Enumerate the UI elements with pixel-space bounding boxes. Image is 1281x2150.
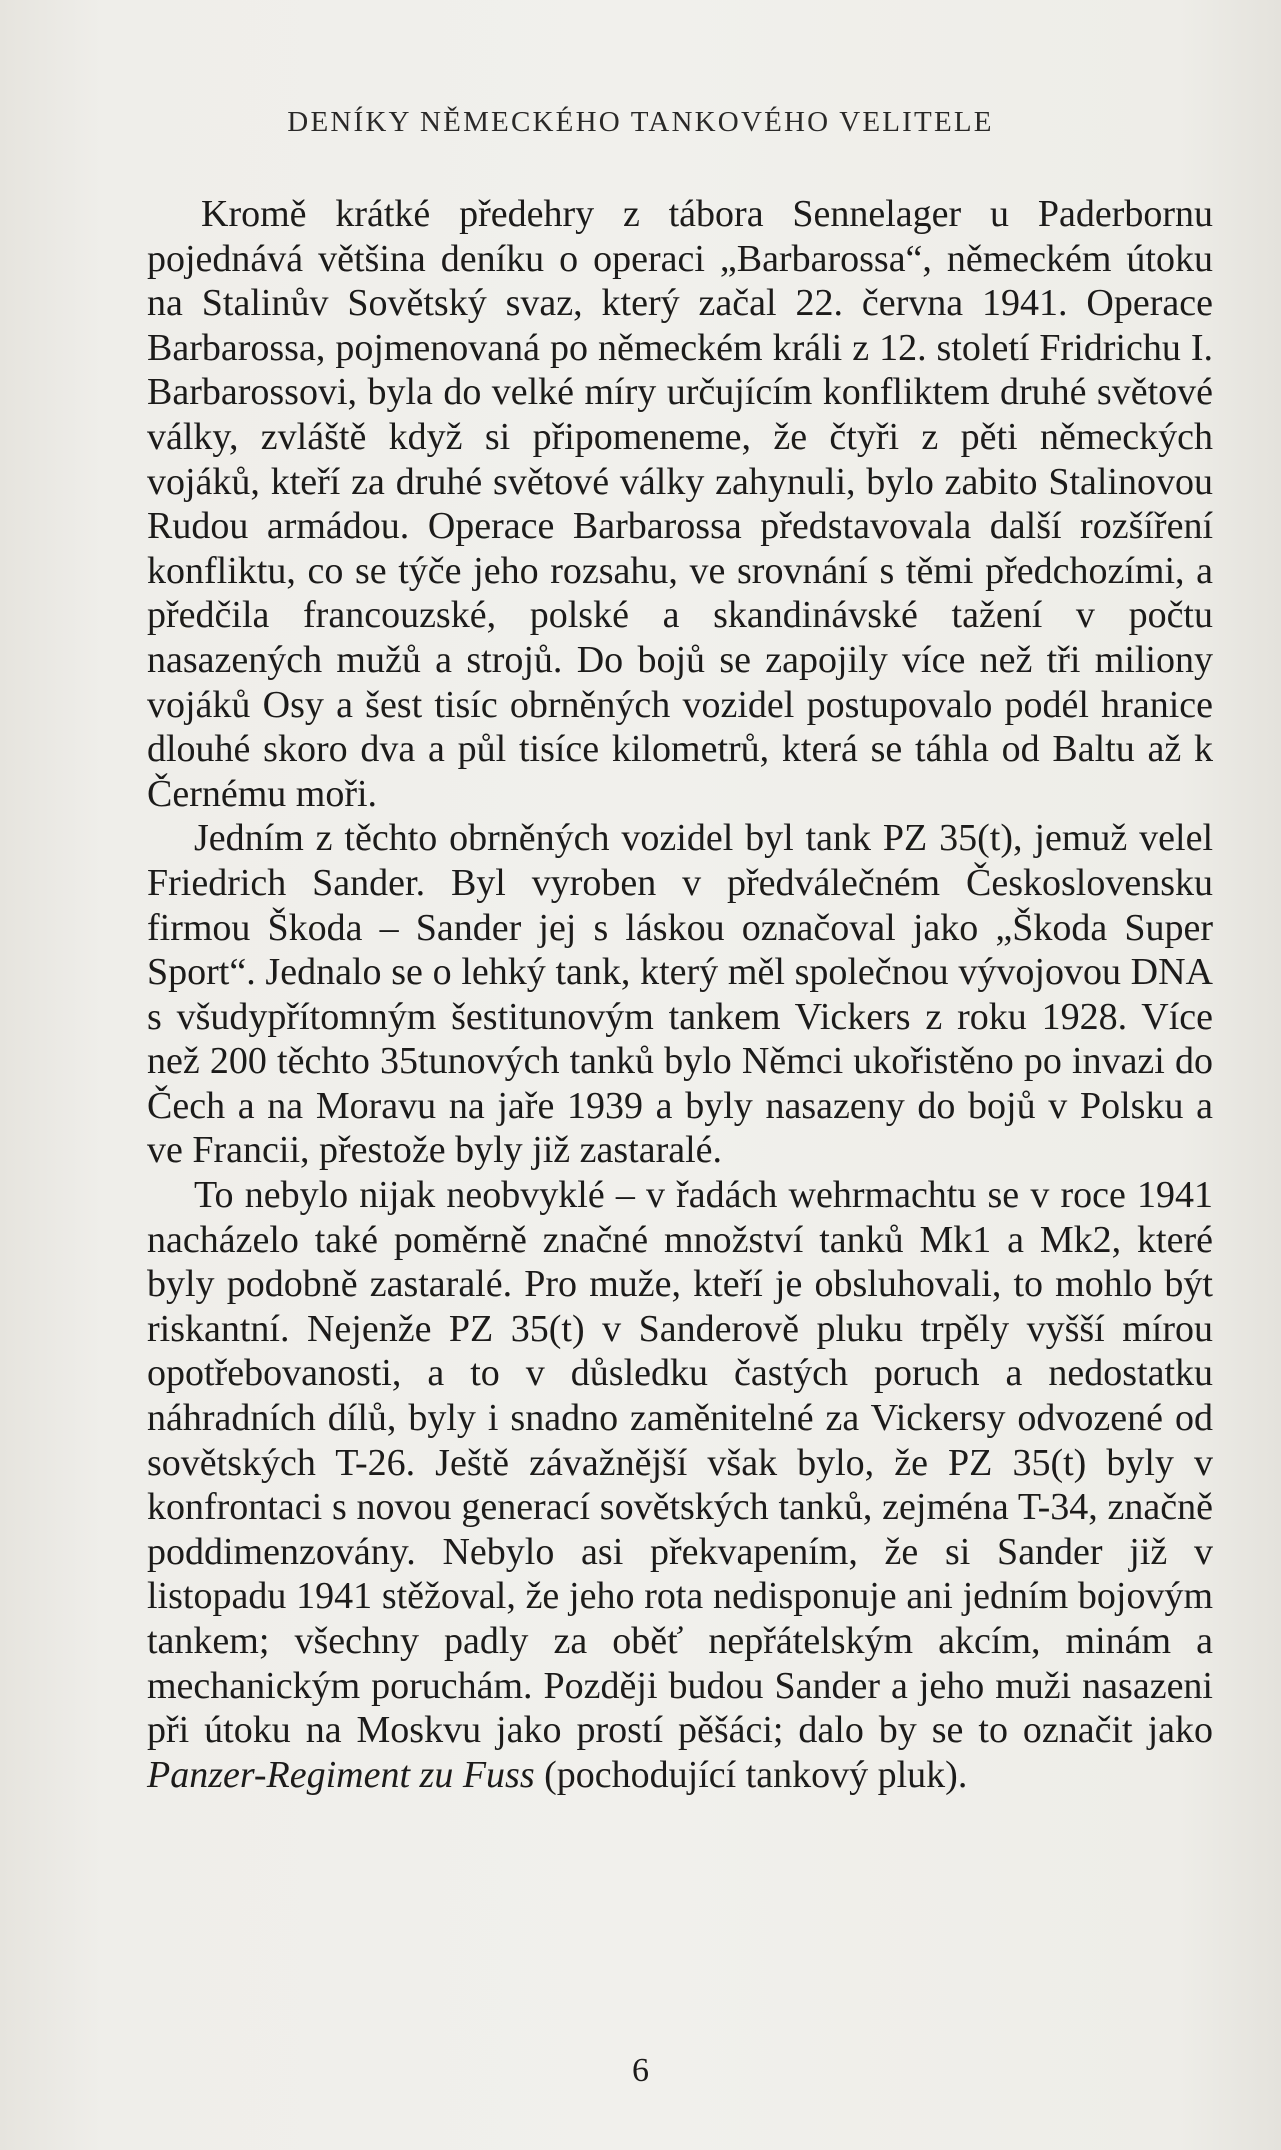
paragraph-2: Jedním z těchto obrněných vozidel byl tank PZ 35(t), jemuž velel Friedrich Sander. Byl vyroben v předválečném Československu firmou Škoda – Sander jej s láskou označoval jako „Škoda Super Sport“. Jednalo se o lehký tank, který měl společnou vývojovou DNA s všudypřítomným šestitunovým tankem Vickers z roku 1928. Více než 200 těchto 35tunových tanků bylo Němci ukořistěno po invazi do Čech a na Moravu na jaře 1939 a byly nasazeny do bojů v Polsku a ve Francii, přestože byly již zastaralé. bbox=[147, 817, 1213, 1172]
paragraph-1: Kromě krátké předehry z tábora Sennelager u Paderbornu pojednává většina deníku o operaci „Barbarossa“, německém útoku na Stalinův Sovětský svaz, který začal 22. června 1941. Operace Barbarossa, pojmenovaná po německém králi z 12. století Fridrichu I. Barbarossovi, byla do velké míry určujícím konfliktem druhé světové války, zvláště když si připomeneme, že čtyři z pěti německých vojáků, kteří za druhé světové války zahynuli, bylo zabito Stalinovou Rudou armádou. Operace Barbarossa představovala další rozšíření konfliktu, co se týče jeho rozsahu, ve srovnání s těmi předchozími, a předčila francouzské, polské a skandinávské tažení v počtu nasazených mužů a strojů. Do bojů se zapojily více než tři miliony vojáků Osy a šest tisíc obrněných vozidel postupovalo podél hranice dlouhé skoro dva a půl tisíce kilometrů, která se táhla od Baltu až k Černému moři. bbox=[147, 193, 1213, 815]
body-text bbox=[147, 192, 1213, 1797]
italic-term: Panzer-Regiment zu Fuss bbox=[147, 1753, 535, 1796]
paragraph-3-text: To nebylo nijak neobvyklé – v řadách wehrmachtu se v roce 1941 nacházelo také poměrně značné množství tanků Mk1 a Mk2, které byly podobně zastaralé. Pro muže, kteří je obsluhovali, to mohlo být riskantní. Nejenže PZ 35(t) v Sanderově pluku trpěly vyšší mírou opotřebovanosti, a to v důsledku častých poruch a nedostatku náhradních dílů, byly i snadno zaměnitelné za Vickersy odvozené od sovětských T-26. Ještě závažnější však bylo, že PZ 35(t) byly v konfrontaci s novou generací sovětských tanků, zejména T-34, značně poddimenzovány. Nebylo asi překvapením, že si Sander již v listopadu 1941 stěžoval, že jeho rota nedisponuje ani jedním bojovým tankem; všechny padly za oběť nepřátelským akcím, minám a mechanickým poruchám. Později budou Sander a jeho muži nasazeni při útoku na Moskvu jako prostí pěšáci; dalo by se to označit jako bbox=[147, 1174, 1213, 1752]
running-header: DENÍKY NĚMECKÉHO TANKOVÉHO VELITELE bbox=[287, 106, 994, 138]
paragraph-3 bbox=[147, 1173, 1213, 1797]
page-number: 6 bbox=[632, 2052, 649, 2089]
paragraph-3-ending: (pochodující tankový pluk). bbox=[534, 1753, 968, 1796]
